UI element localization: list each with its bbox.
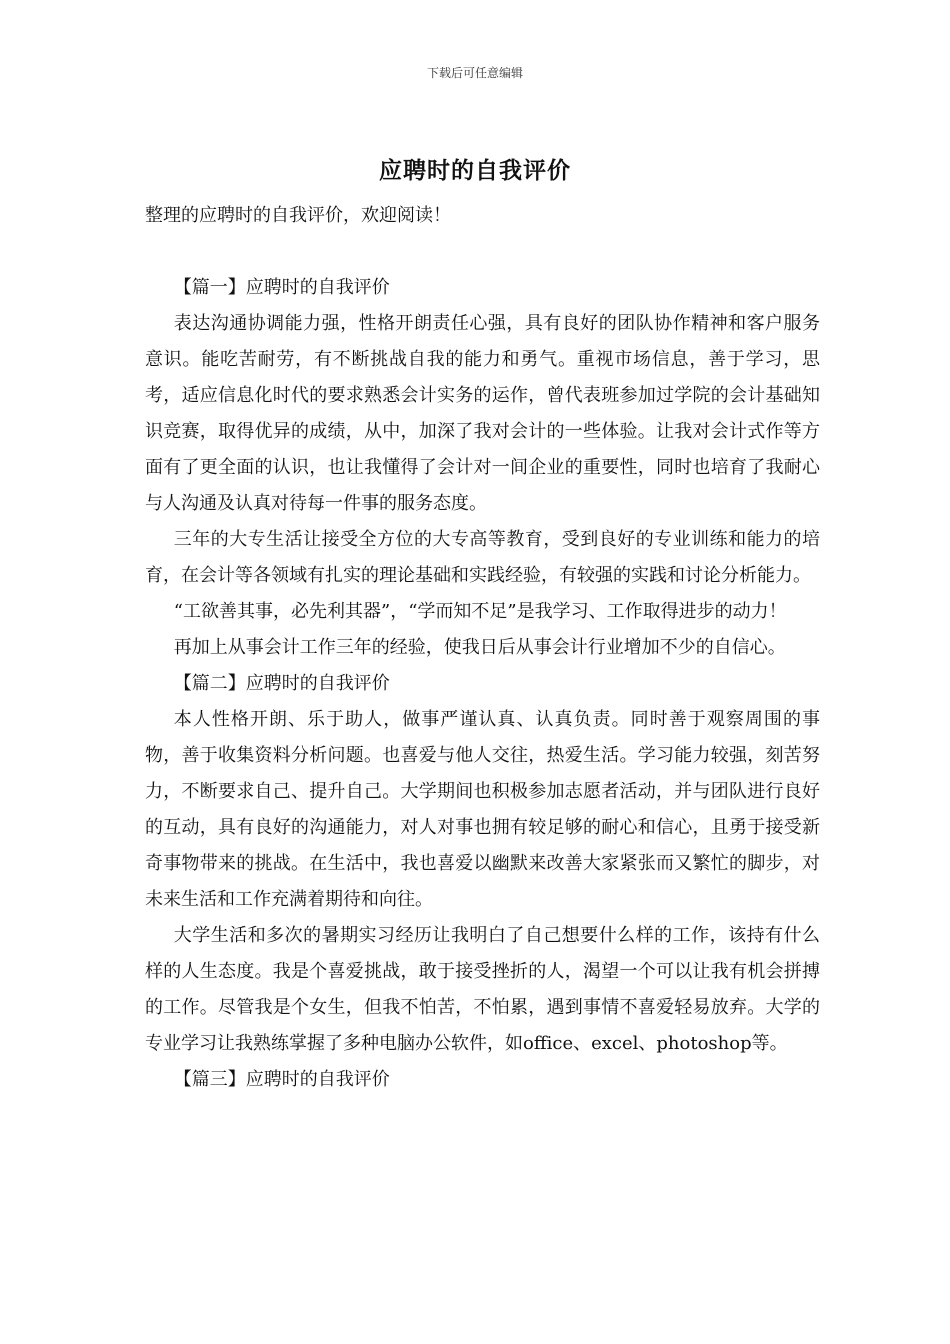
document-title: 应聘时的自我评价	[379, 157, 571, 184]
intro-text: 整理的应聘时的自我评价，欢迎阅读！	[145, 205, 451, 226]
section-heading-2: 【篇二】应聘时的自我评价	[173, 673, 390, 694]
document-body	[145, 198, 820, 1098]
section-heading-1: 【篇一】应聘时的自我评价	[173, 277, 390, 298]
paragraph: 本人性格开朗、乐于助人，做事严谨认真、认真负责。同时善于观察周围的事物，善于收集资料分析问题。也喜爱与他人交往，热爱生活。学习能力较强，刻苦努力，不断要求自己、提升自己。大学期间也积极参加志愿者活动，并与团队进行良好的互动，具有良好的沟通能力，对人对事也拥有较足够的耐心和信心，且勇于接受新奇事物带来的挑战。在生活中，我也喜爱以幽默来改善大家紧张而又繁忙的脚步，对未来生活和工作充满着期待和向往。	[145, 709, 820, 910]
paragraph: 表达沟通协调能力强，性格开朗责任心强，具有良好的团队协作精神和客户服务意识。能吃苦耐劳，有不断挑战自我的能力和勇气。重视市场信息，善于学习，思考，适应信息化时代的要求熟悉会计实务的运作，曾代表班参加过学院的会计基础知识竞赛，取得优异的成绩，从中，加深了我对会计的一些体验。让我对会计式作等方面有了更全面的认识，也让我懂得了会计对一间企业的重要性，同时也培育了我耐心与人沟通及认真对待每一件事的服务态度。	[145, 313, 820, 514]
header-note: 下载后可任意编辑	[426, 66, 523, 80]
section-heading-3: 【篇三】应聘时的自我评价	[173, 1069, 390, 1090]
blank-line	[145, 234, 820, 270]
paragraph: “工欲善其事，必先利其器”，“学而知不足”是我学习、工作取得进步的动力！	[173, 601, 787, 622]
paragraph: 再加上从事会计工作三年的经验，使我日后从事会计行业增加不少的自信心。	[173, 637, 786, 658]
paragraph: 大学生活和多次的暑期实习经历让我明白了自己想要什么样的工作，该持有什么样的人生态度。我是个喜爱挑战，敢于接受挫折的人，渴望一个可以让我有机会拼搏的工作。尽管我是个女生，但我不怕苦，不怕累，遇到事情不喜爱轻易放弃。大学的专业学习让我熟练掌握了多种电脑办公软件，如office、excel、photoshop等。	[145, 925, 820, 1054]
paragraph: 三年的大专生活让接受全方位的大专高等教育，受到良好的专业训练和能力的培育，在会计等各领域有扎实的理论基础和实践经验，有较强的实践和讨论分析能力。	[145, 529, 820, 586]
